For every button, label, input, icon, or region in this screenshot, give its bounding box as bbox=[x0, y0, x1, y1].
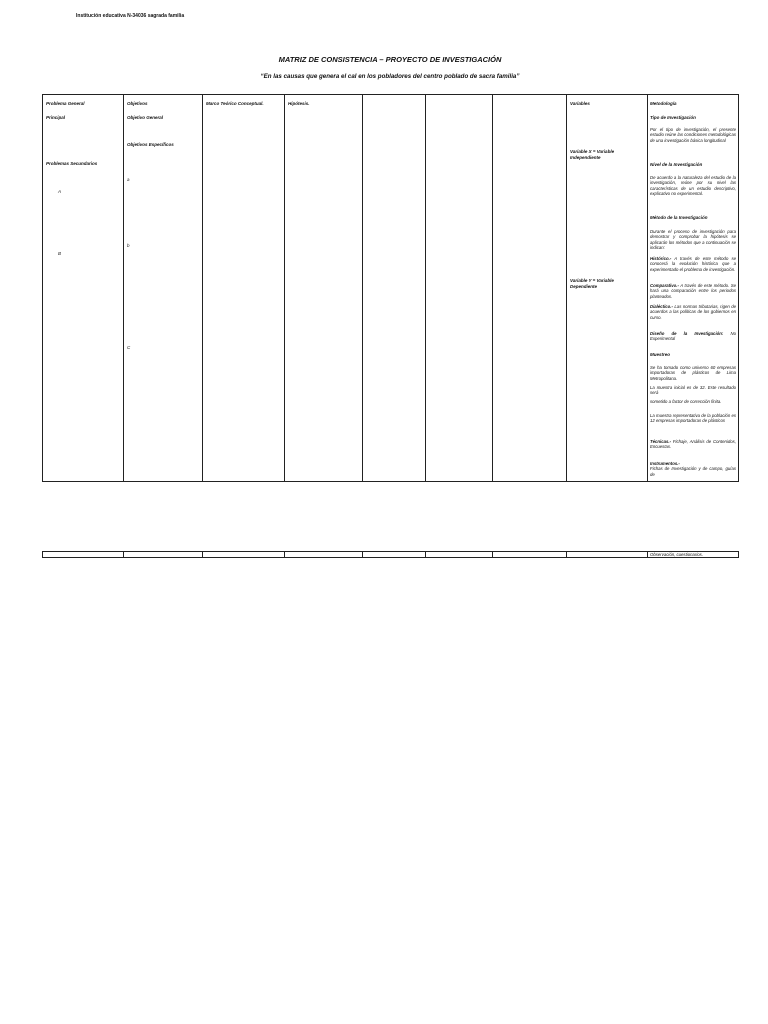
comparativo-text: A través de este método. Se hará una comparación entre los periodos planteados. bbox=[650, 283, 736, 299]
metodo-investigacion-text: Durante el proceso de investigación para demostrar y comprobar la hipótesis se aplicarán los métodos que a continuación se indican: bbox=[650, 229, 736, 251]
tecnicas bbox=[650, 439, 736, 450]
variable-dependiente: Variable Y = Variable Dependiente bbox=[570, 278, 614, 289]
header-variables: Variables bbox=[570, 101, 590, 106]
strip-col-6 bbox=[426, 552, 493, 557]
historico-label: Histórico.- bbox=[650, 256, 672, 261]
muestreo-text-4: La muestra representativa de la población es 12 empresas importadoras de plásticos bbox=[650, 413, 736, 424]
column-objetivos bbox=[124, 95, 203, 481]
header-metodologia: Metodología bbox=[650, 101, 677, 106]
objetivo-item-a: a bbox=[127, 177, 130, 182]
column-marco-teorico bbox=[203, 95, 285, 481]
strip-col-8 bbox=[567, 552, 648, 557]
column-problema bbox=[43, 95, 124, 481]
diseno-investigacion bbox=[650, 331, 736, 342]
diseno-text: No Experimental bbox=[650, 331, 736, 342]
metodo-investigacion-title: Método de la Investigación bbox=[650, 215, 708, 220]
muestreo-text-2: La muestra inicial es de 32. Este resultado será bbox=[650, 385, 736, 396]
muestreo-text-3: sometido a factor de corrección finita. bbox=[650, 399, 722, 404]
instrumentos bbox=[650, 461, 736, 477]
document-subtitle: “En las causas que genera el cal en los pobladores del centro poblado de sacra familia” bbox=[260, 73, 520, 80]
diseno-label: Diseño de la Investigación: bbox=[650, 331, 724, 336]
dialectico-text: Las normas tributarias, rigen de acuerdos a las políticas de los gobiernos en curso. bbox=[650, 304, 736, 320]
instrumentos-text: Fichas de Investigación y de campo, guías de bbox=[650, 466, 736, 477]
muestreo-title: Muestreo bbox=[650, 352, 671, 357]
metodo-historico bbox=[650, 256, 736, 272]
dialectico-label: Dialéctico.- bbox=[650, 304, 673, 309]
historico-text: A través de este método se conocerá la evolución histórica que a experimentado el problema de investigación. bbox=[650, 256, 736, 272]
nivel-investigacion-text: De acuerdo a la naturaleza del estudio de la investigación, reúne por su nivel las características de un estudio descriptivo, explicativo no experimental. bbox=[650, 175, 736, 197]
tecnicas-label: Técnicas.- bbox=[650, 439, 672, 444]
comparativo-label: Comparativo.- bbox=[650, 283, 679, 288]
strip-col-3 bbox=[203, 552, 285, 557]
metodo-dialectico bbox=[650, 304, 736, 320]
institution-name: Institución educativa N-34036 sagrada familia bbox=[76, 13, 185, 19]
header-objetivos: Objetivos bbox=[127, 101, 148, 106]
objetivo-item-c: C bbox=[127, 345, 131, 350]
column-empty-1 bbox=[363, 95, 426, 481]
column-empty-2 bbox=[426, 95, 493, 481]
objetivo-item-b: b bbox=[127, 243, 130, 248]
label-principal: Principal bbox=[46, 115, 66, 120]
nivel-investigacion-title: Nivel de la Investigación bbox=[650, 162, 703, 167]
header-problema-general: Problema General bbox=[46, 101, 85, 106]
instrumentos-label: Instrumentos.- bbox=[650, 461, 680, 466]
muestreo-text-1: Se ha tomado como universo 60 empresas importadoras de plásticos de Lima Metropolitana. bbox=[650, 365, 736, 381]
label-problemas-secundarios: Problemas Secundarios bbox=[46, 161, 98, 166]
continuation-table-row bbox=[42, 551, 739, 558]
strip-col-1 bbox=[43, 552, 124, 557]
header-hipotesis: Hipótesis. bbox=[288, 101, 310, 106]
strip-col-7 bbox=[493, 552, 567, 557]
tipo-investigacion-text: Por el tipo de investigación, el presente estudio reúne las condiciones metodológicas de una investigación básica longitudinal bbox=[650, 127, 736, 143]
label-objetivo-general: Objetivo General bbox=[127, 115, 164, 120]
problema-item-a: A bbox=[58, 189, 62, 194]
column-hipotesis bbox=[285, 95, 363, 481]
problema-item-b: B bbox=[58, 251, 62, 256]
document-title: MATRIZ DE CONSISTENCIA – PROYECTO DE INVESTIGACIÓN bbox=[278, 55, 502, 64]
strip-col-2 bbox=[124, 552, 203, 557]
variable-independiente: Variable X = Variable Independiente bbox=[570, 149, 615, 160]
column-empty-3 bbox=[493, 95, 567, 481]
header-marco-teorico: Marco Teórico Conceptual. bbox=[206, 101, 264, 106]
consistency-matrix-table bbox=[42, 94, 739, 482]
metodo-comparativo bbox=[650, 283, 736, 299]
tecnicas-text: Fichaje, Análisis de Contenidos, Encuestas. bbox=[650, 439, 736, 450]
label-objetivos-especificos: Objetivos Específicos bbox=[127, 142, 174, 147]
tipo-investigacion-title: Tipo de Investigación bbox=[650, 115, 696, 120]
strip-col-4 bbox=[285, 552, 363, 557]
strip-col-5 bbox=[363, 552, 426, 557]
instrumentos-continuation: Observación, cuestionarios. bbox=[650, 552, 704, 557]
